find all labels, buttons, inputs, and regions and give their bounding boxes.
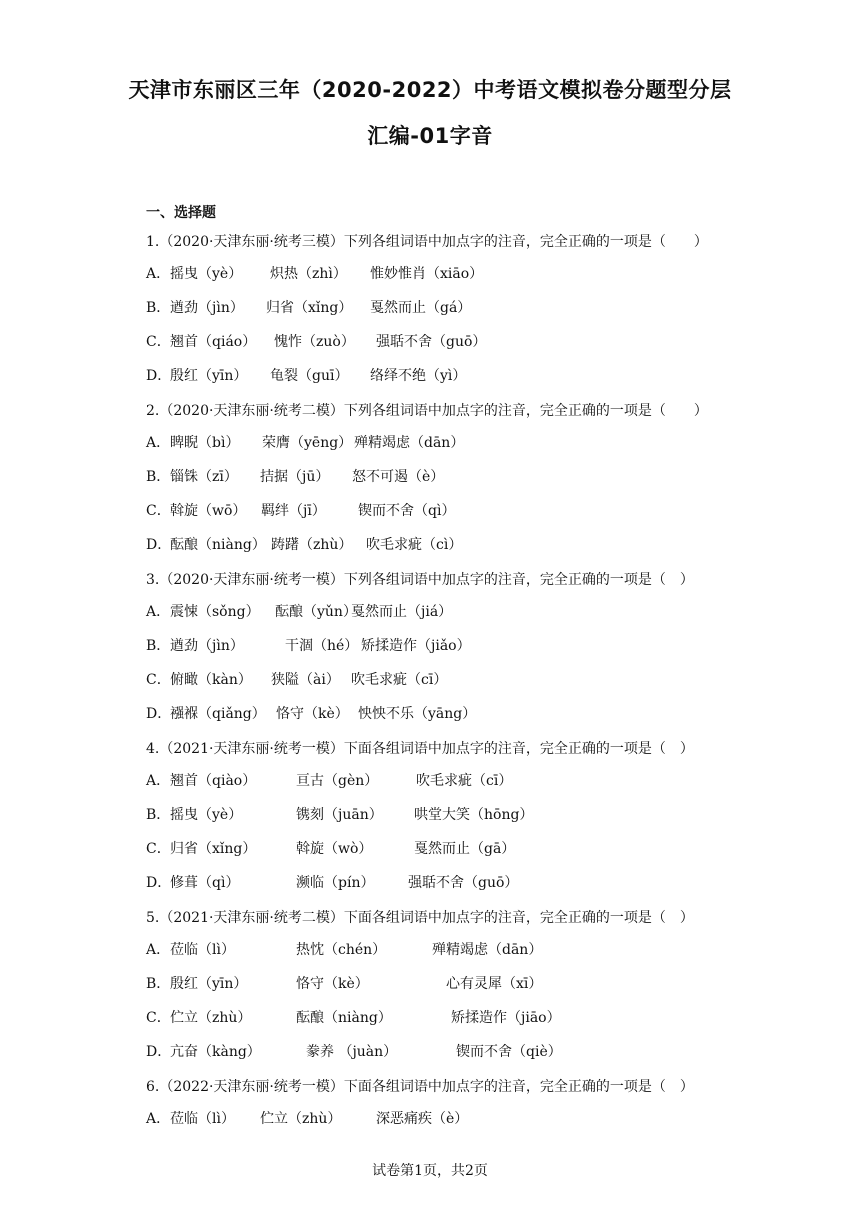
option-word: 伫立（zhù）: [260, 1111, 342, 1127]
option-word: 亘古（gèn）: [296, 773, 379, 789]
question-stem: 6.（2022·天津东丽·统考一模）下面各组词语中加点字的注音，完全正确的一项是（ ）: [146, 1079, 694, 1095]
option-word: 强聒不舍（guō）: [408, 875, 519, 891]
option-row: [146, 703, 726, 723]
section-heading: 一、选择题: [146, 205, 216, 221]
option-word: 吹毛求疵（cì）: [366, 537, 463, 553]
option-word: 摇曳（yè）: [170, 266, 243, 282]
option-row: [146, 1108, 726, 1128]
option-word: 遒劲（jìn）: [170, 300, 244, 316]
option-word: 殷红（yīn）: [170, 976, 248, 992]
option-row: [146, 973, 726, 993]
doc-title-line1: 天津市东丽区三年（2020-2022）中考语文模拟卷分题型分层: [128, 78, 732, 102]
option-row: [146, 1041, 726, 1061]
option-word: 吹毛求疵（cī）: [416, 773, 513, 789]
option-word: 锲而不舍（qiè）: [456, 1044, 562, 1060]
option-word: 莅临（lì）: [170, 942, 235, 958]
option-word: 热忱（chén）: [296, 942, 387, 958]
option-word: 震悚（sǒng）: [170, 604, 260, 620]
question-stem: 2.（2020·天津东丽·统考二模）下列各组词语中加点字的注音，完全正确的一项是（ ）: [146, 403, 708, 419]
option-word: 惟妙惟肖（xiāo）: [370, 266, 484, 282]
option-word: 恪守（kè）: [276, 706, 349, 722]
doc-title-line2: 汇编-01字音: [367, 124, 493, 148]
option-row: [146, 1007, 726, 1027]
option-word: 干涸（hé）: [285, 638, 359, 654]
option-label: A．: [146, 435, 171, 451]
option-word: 强聒不舍（guō）: [376, 334, 487, 350]
option-word: 络绎不绝（yì）: [370, 368, 467, 384]
option-word: 矫揉造作（jiǎo）: [361, 638, 471, 654]
option-row: [146, 263, 726, 283]
option-label: B．: [146, 807, 171, 823]
option-word: 斡旋（wò）: [296, 841, 373, 857]
option-row: [146, 669, 726, 689]
option-word: 睥睨（bì）: [170, 435, 240, 451]
option-row: [146, 804, 726, 824]
option-word: 殷红（yīn）: [170, 368, 248, 384]
option-row: [146, 601, 726, 621]
option-label: D．: [146, 537, 172, 553]
option-word: 摇曳（yè）: [170, 807, 243, 823]
option-label: C．: [146, 672, 171, 688]
option-word: 龟裂（guī）: [270, 368, 349, 384]
option-word: 襁褓（qiǎng）: [170, 706, 266, 722]
option-word: 濒临（pín）: [296, 875, 375, 891]
option-word: 拮据（jū）: [260, 469, 330, 485]
option-word: 豢养 （juàn）: [306, 1044, 398, 1060]
option-word: 锲而不舍（qì）: [358, 503, 456, 519]
option-word: 归省（xǐng）: [170, 841, 257, 857]
option-word: 锱铢（zī）: [170, 469, 238, 485]
option-label: D．: [146, 368, 172, 384]
option-word: 伫立（zhù）: [170, 1010, 252, 1026]
option-word: 戛然而止（jiá）: [351, 604, 453, 620]
option-label: A．: [146, 266, 171, 282]
option-label: C．: [146, 841, 171, 857]
option-word: 踌躇（zhù）: [271, 537, 353, 553]
option-word: 归省（xǐng）: [266, 300, 353, 316]
option-row: [146, 635, 726, 655]
option-word: 殚精竭虑（dān）: [354, 435, 465, 451]
option-label: C．: [146, 334, 171, 350]
option-word: 吹毛求疵（cī）: [351, 672, 448, 688]
option-word: 酝酿（niàng）: [296, 1010, 392, 1026]
option-word: 恪守（kè）: [296, 976, 369, 992]
option-word: 愧怍（zuò）: [274, 334, 355, 350]
option-word: 心有灵犀（xī）: [446, 976, 543, 992]
option-label: C．: [146, 503, 171, 519]
option-row: [146, 331, 726, 351]
option-row: [146, 939, 726, 959]
option-row: [146, 534, 726, 554]
option-word: 遒劲（jìn）: [170, 638, 244, 654]
option-row: [146, 297, 726, 317]
option-row: [146, 872, 726, 892]
option-word: 俯瞰（kàn）: [170, 672, 252, 688]
option-label: A．: [146, 604, 171, 620]
option-word: 酝酿（yǔn）: [275, 604, 357, 620]
page-footer: 试卷第1页，共2页: [372, 1163, 488, 1179]
option-label: A．: [146, 1111, 171, 1127]
option-word: 怒不可遏（è）: [352, 469, 445, 485]
option-label: B．: [146, 469, 171, 485]
option-word: 斡旋（wō）: [170, 503, 247, 519]
option-label: B．: [146, 300, 171, 316]
option-word: 戛然而止（gā）: [414, 841, 516, 857]
option-word: 炽热（zhì）: [270, 266, 347, 282]
option-label: A．: [146, 942, 171, 958]
option-row: [146, 432, 726, 452]
option-label: B．: [146, 638, 171, 654]
option-row: [146, 838, 726, 858]
option-word: 翘首（qiào）: [170, 773, 257, 789]
option-word: 矫揉造作（jiāo）: [451, 1010, 561, 1026]
option-label: B．: [146, 976, 171, 992]
option-row: [146, 365, 726, 385]
question-stem: 5.（2021·天津东丽·统考二模）下面各组词语中加点字的注音，完全正确的一项是（ ）: [146, 910, 694, 926]
option-word: 殚精竭虑（dān）: [432, 942, 543, 958]
question-stem: 4.（2021·天津东丽·统考一模）下面各组词语中加点字的注音，完全正确的一项是（ ）: [146, 741, 694, 757]
option-word: 哄堂大笑（hōng）: [414, 807, 534, 823]
option-word: 怏怏不乐（yāng）: [358, 706, 477, 722]
option-label: D．: [146, 875, 172, 891]
option-word: 翘首（qiáo）: [170, 334, 257, 350]
option-row: [146, 466, 726, 486]
option-word: 狭隘（ài）: [271, 672, 340, 688]
option-word: 戛然而止（gá）: [370, 300, 472, 316]
option-row: [146, 500, 726, 520]
option-word: 深恶痛疾（è）: [376, 1111, 469, 1127]
option-word: 酝酿（niàng）: [170, 537, 266, 553]
option-word: 亢奋（kàng）: [170, 1044, 261, 1060]
option-word: 羁绊（jī）: [261, 503, 326, 519]
option-word: 镌刻（juān）: [296, 807, 383, 823]
question-stem: 1.（2020·天津东丽·统考三模）下列各组词语中加点字的注音，完全正确的一项是（ ）: [146, 234, 708, 250]
option-word: 修葺（qì）: [170, 875, 240, 891]
option-label: D．: [146, 706, 172, 722]
option-word: 莅临（lì）: [170, 1111, 235, 1127]
option-label: A．: [146, 773, 171, 789]
option-row: [146, 770, 726, 790]
question-stem: 3.（2020·天津东丽·统考一模）下列各组词语中加点字的注音，完全正确的一项是（ ）: [146, 572, 694, 588]
option-word: 荣膺（yēng）: [262, 435, 353, 451]
option-label: C．: [146, 1010, 171, 1026]
option-label: D．: [146, 1044, 172, 1060]
